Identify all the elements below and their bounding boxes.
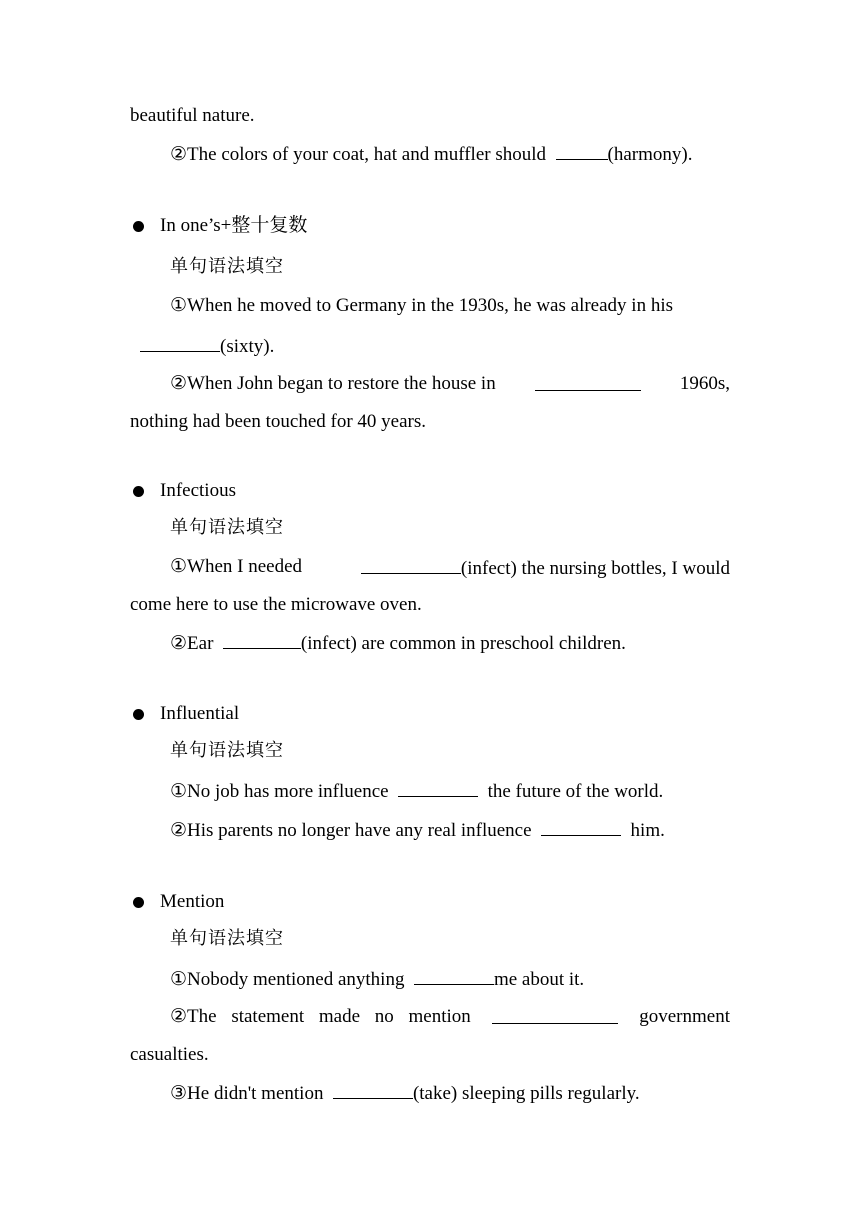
bullet-icon: [133, 486, 144, 497]
answer-blank[interactable]: [556, 142, 608, 160]
question-text: ②The statement made no mention: [170, 1006, 471, 1027]
answer-blank[interactable]: [333, 1081, 413, 1099]
exercise-label: 单句语法填空: [170, 928, 284, 949]
question-text: (take) sleeping pills regularly.: [412, 1083, 640, 1104]
answer-blank[interactable]: [414, 967, 494, 985]
question-line: [170, 779, 663, 803]
question-line: ①When he moved to Germany in the 1930s, he was already in his: [170, 295, 673, 316]
question-text: (infect) the nursing bottles, I would: [460, 558, 730, 579]
question-text: him.: [630, 820, 665, 841]
bullet-icon: [133, 709, 144, 720]
question-line: [170, 373, 730, 395]
answer-blank[interactable]: [140, 334, 220, 352]
question-line: [170, 967, 584, 991]
question-text: government: [639, 1006, 730, 1027]
question-text: the future of the world.: [487, 781, 664, 802]
question-text: ①Nobody mentioned anything: [170, 969, 405, 990]
question-text: ①When I needed: [170, 556, 303, 577]
bullet-icon: [133, 221, 144, 232]
harmony-question: [170, 142, 692, 166]
question-text: ②The colors of your coat, hat and muffler should: [170, 144, 547, 165]
question-text: 1960s,: [679, 373, 730, 394]
answer-blank[interactable]: [361, 556, 461, 574]
question-text: ①No job has more influence: [170, 781, 389, 802]
question-text: ②When John began to restore the house in: [170, 373, 496, 394]
question-line: [170, 556, 730, 580]
section-heading: Mention: [160, 891, 225, 912]
question-text: ②His parents no longer have any real influence: [170, 820, 532, 841]
section-heading: Influential: [160, 703, 240, 724]
question-line: casualties.: [130, 1044, 209, 1065]
exercise-label: 单句语法填空: [170, 256, 284, 277]
answer-blank[interactable]: [398, 779, 478, 797]
heading-text: In one’s+整十复数: [160, 215, 308, 236]
intro-line: beautiful nature.: [130, 105, 255, 126]
question-line: [170, 1006, 730, 1028]
answer-blank[interactable]: [223, 631, 301, 649]
section-heading: Infectious: [160, 480, 236, 501]
question-line: [170, 1081, 640, 1105]
section-heading: [160, 215, 307, 237]
question-line: nothing had been touched for 40 years.: [130, 411, 426, 432]
question-line: [170, 631, 626, 655]
bullet-icon: [133, 897, 144, 908]
exercise-label: 单句语法填空: [170, 740, 284, 761]
answer-blank[interactable]: [535, 373, 641, 391]
question-text: (harmony).: [607, 144, 693, 165]
question-text: ③He didn't mention: [170, 1083, 324, 1104]
question-line: [140, 334, 274, 358]
question-line: come here to use the microwave oven.: [130, 594, 422, 615]
question-text: ②Ear: [170, 633, 214, 654]
question-text: (sixty).: [220, 336, 275, 357]
answer-blank[interactable]: [492, 1006, 618, 1024]
question-text: me about it.: [493, 969, 585, 990]
question-text: (infect) are common in preschool children.: [300, 633, 626, 654]
answer-blank[interactable]: [541, 818, 621, 836]
exercise-label: 单句语法填空: [170, 517, 284, 538]
question-line: [170, 818, 665, 842]
